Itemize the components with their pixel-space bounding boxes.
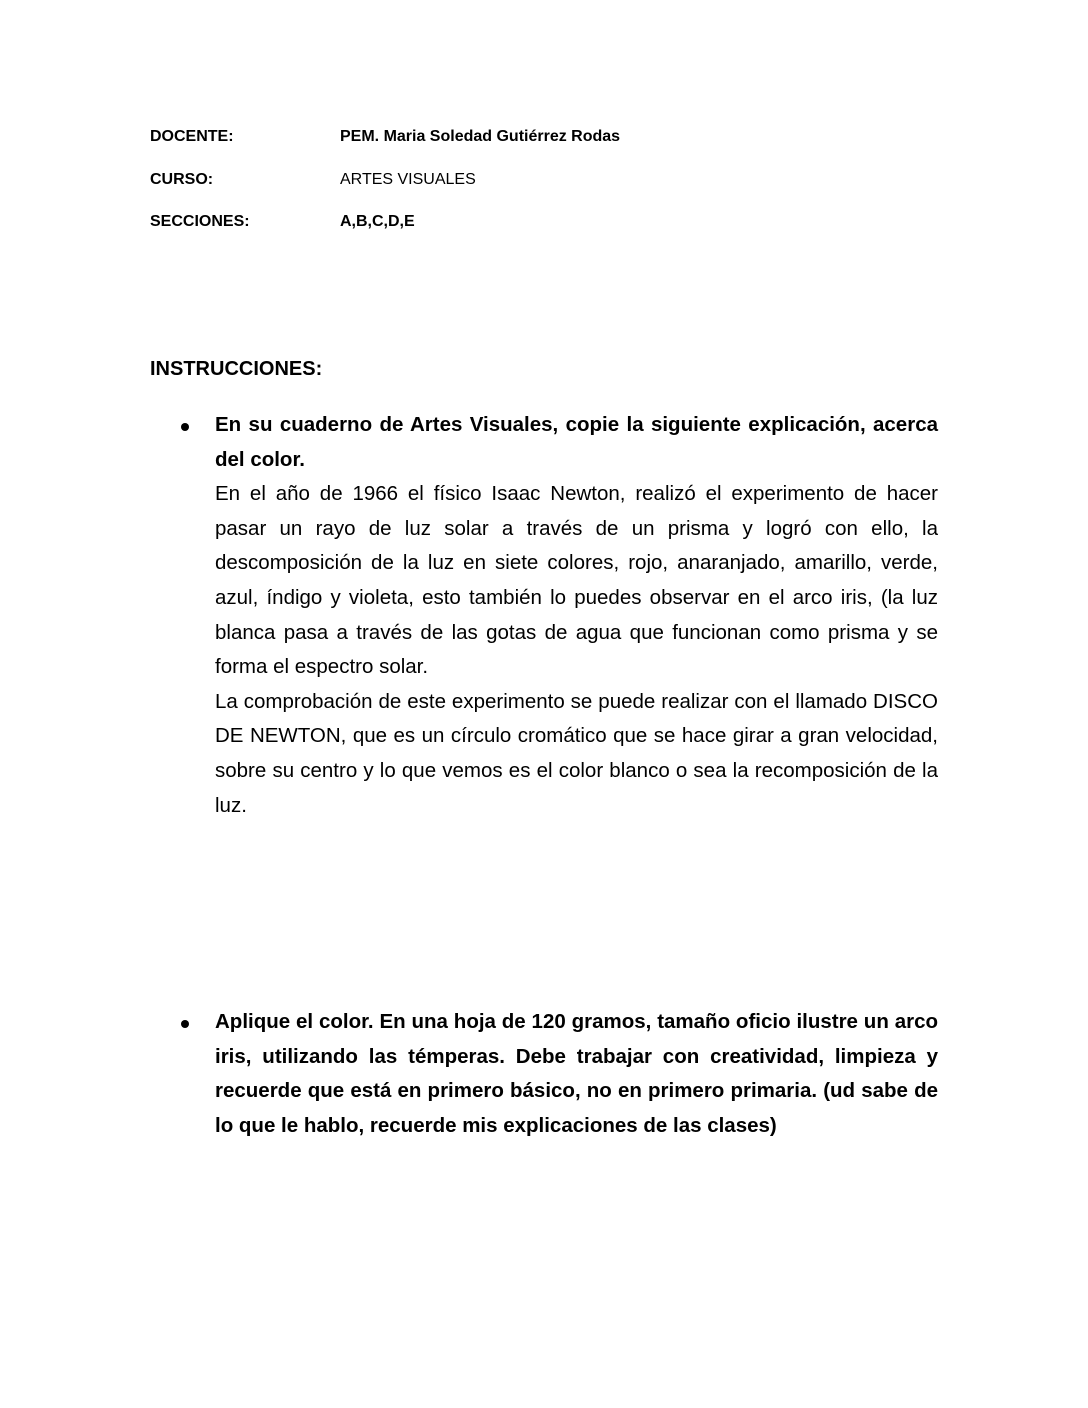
curso-row <box>150 170 476 190</box>
instruction-item <box>150 1005 938 1143</box>
secciones-row <box>150 212 415 232</box>
secciones-value: A,B,C,D,E <box>340 213 415 230</box>
instruction-lead: Aplique el color. En una hoja de 120 gramos, tamaño oficio ilustre un arco iris, utilizando las témperas. Debe trabajar con creatividad, limpieza y recuerde que está en primero básico, no en primero primaria. (ud sabe de lo que le hablo, recuerde mis explicaciones de las clases) <box>215 1010 938 1137</box>
bullet-icon <box>181 1020 189 1028</box>
instruction-paragraph: En el año de 1966 el físico Isaac Newton, realizó el experimento de hacer pasar un rayo de luz solar a través de un prisma y logró con ello, la descomposición de la luz en siete colores, rojo, anaranjado, amarillo, verde, azul, índigo y violeta, esto también lo puedes observar en el arco iris, (la luz blanca pasa a través de las gotas de agua que funcionan como prisma y se forma el espectro solar. <box>215 482 938 679</box>
docente-row <box>150 127 620 147</box>
curso-label: CURSO: <box>150 171 214 188</box>
docente-label: DOCENTE: <box>150 128 234 145</box>
instruction-item <box>150 408 938 823</box>
curso-value: ARTES VISUALES <box>340 171 476 188</box>
bullet-icon <box>181 423 189 431</box>
instruction-body <box>215 408 938 823</box>
instruction-paragraph: La comprobación de este experimento se puede realizar con el llamado DISCO DE NEWTON, que es un círculo cromático que se hace girar a gran velocidad, sobre su centro y lo que vemos es el color blanco o sea la recomposición de la luz. <box>215 689 938 817</box>
instructions-heading: INSTRUCCIONES: <box>150 358 323 380</box>
instruction-lead: En su cuaderno de Artes Visuales, copie la siguiente explicación, acerca del color. <box>215 413 938 471</box>
instruction-body <box>215 1005 938 1143</box>
secciones-label: SECCIONES: <box>150 213 250 230</box>
docente-value: PEM. Maria Soledad Gutiérrez Rodas <box>340 128 621 145</box>
